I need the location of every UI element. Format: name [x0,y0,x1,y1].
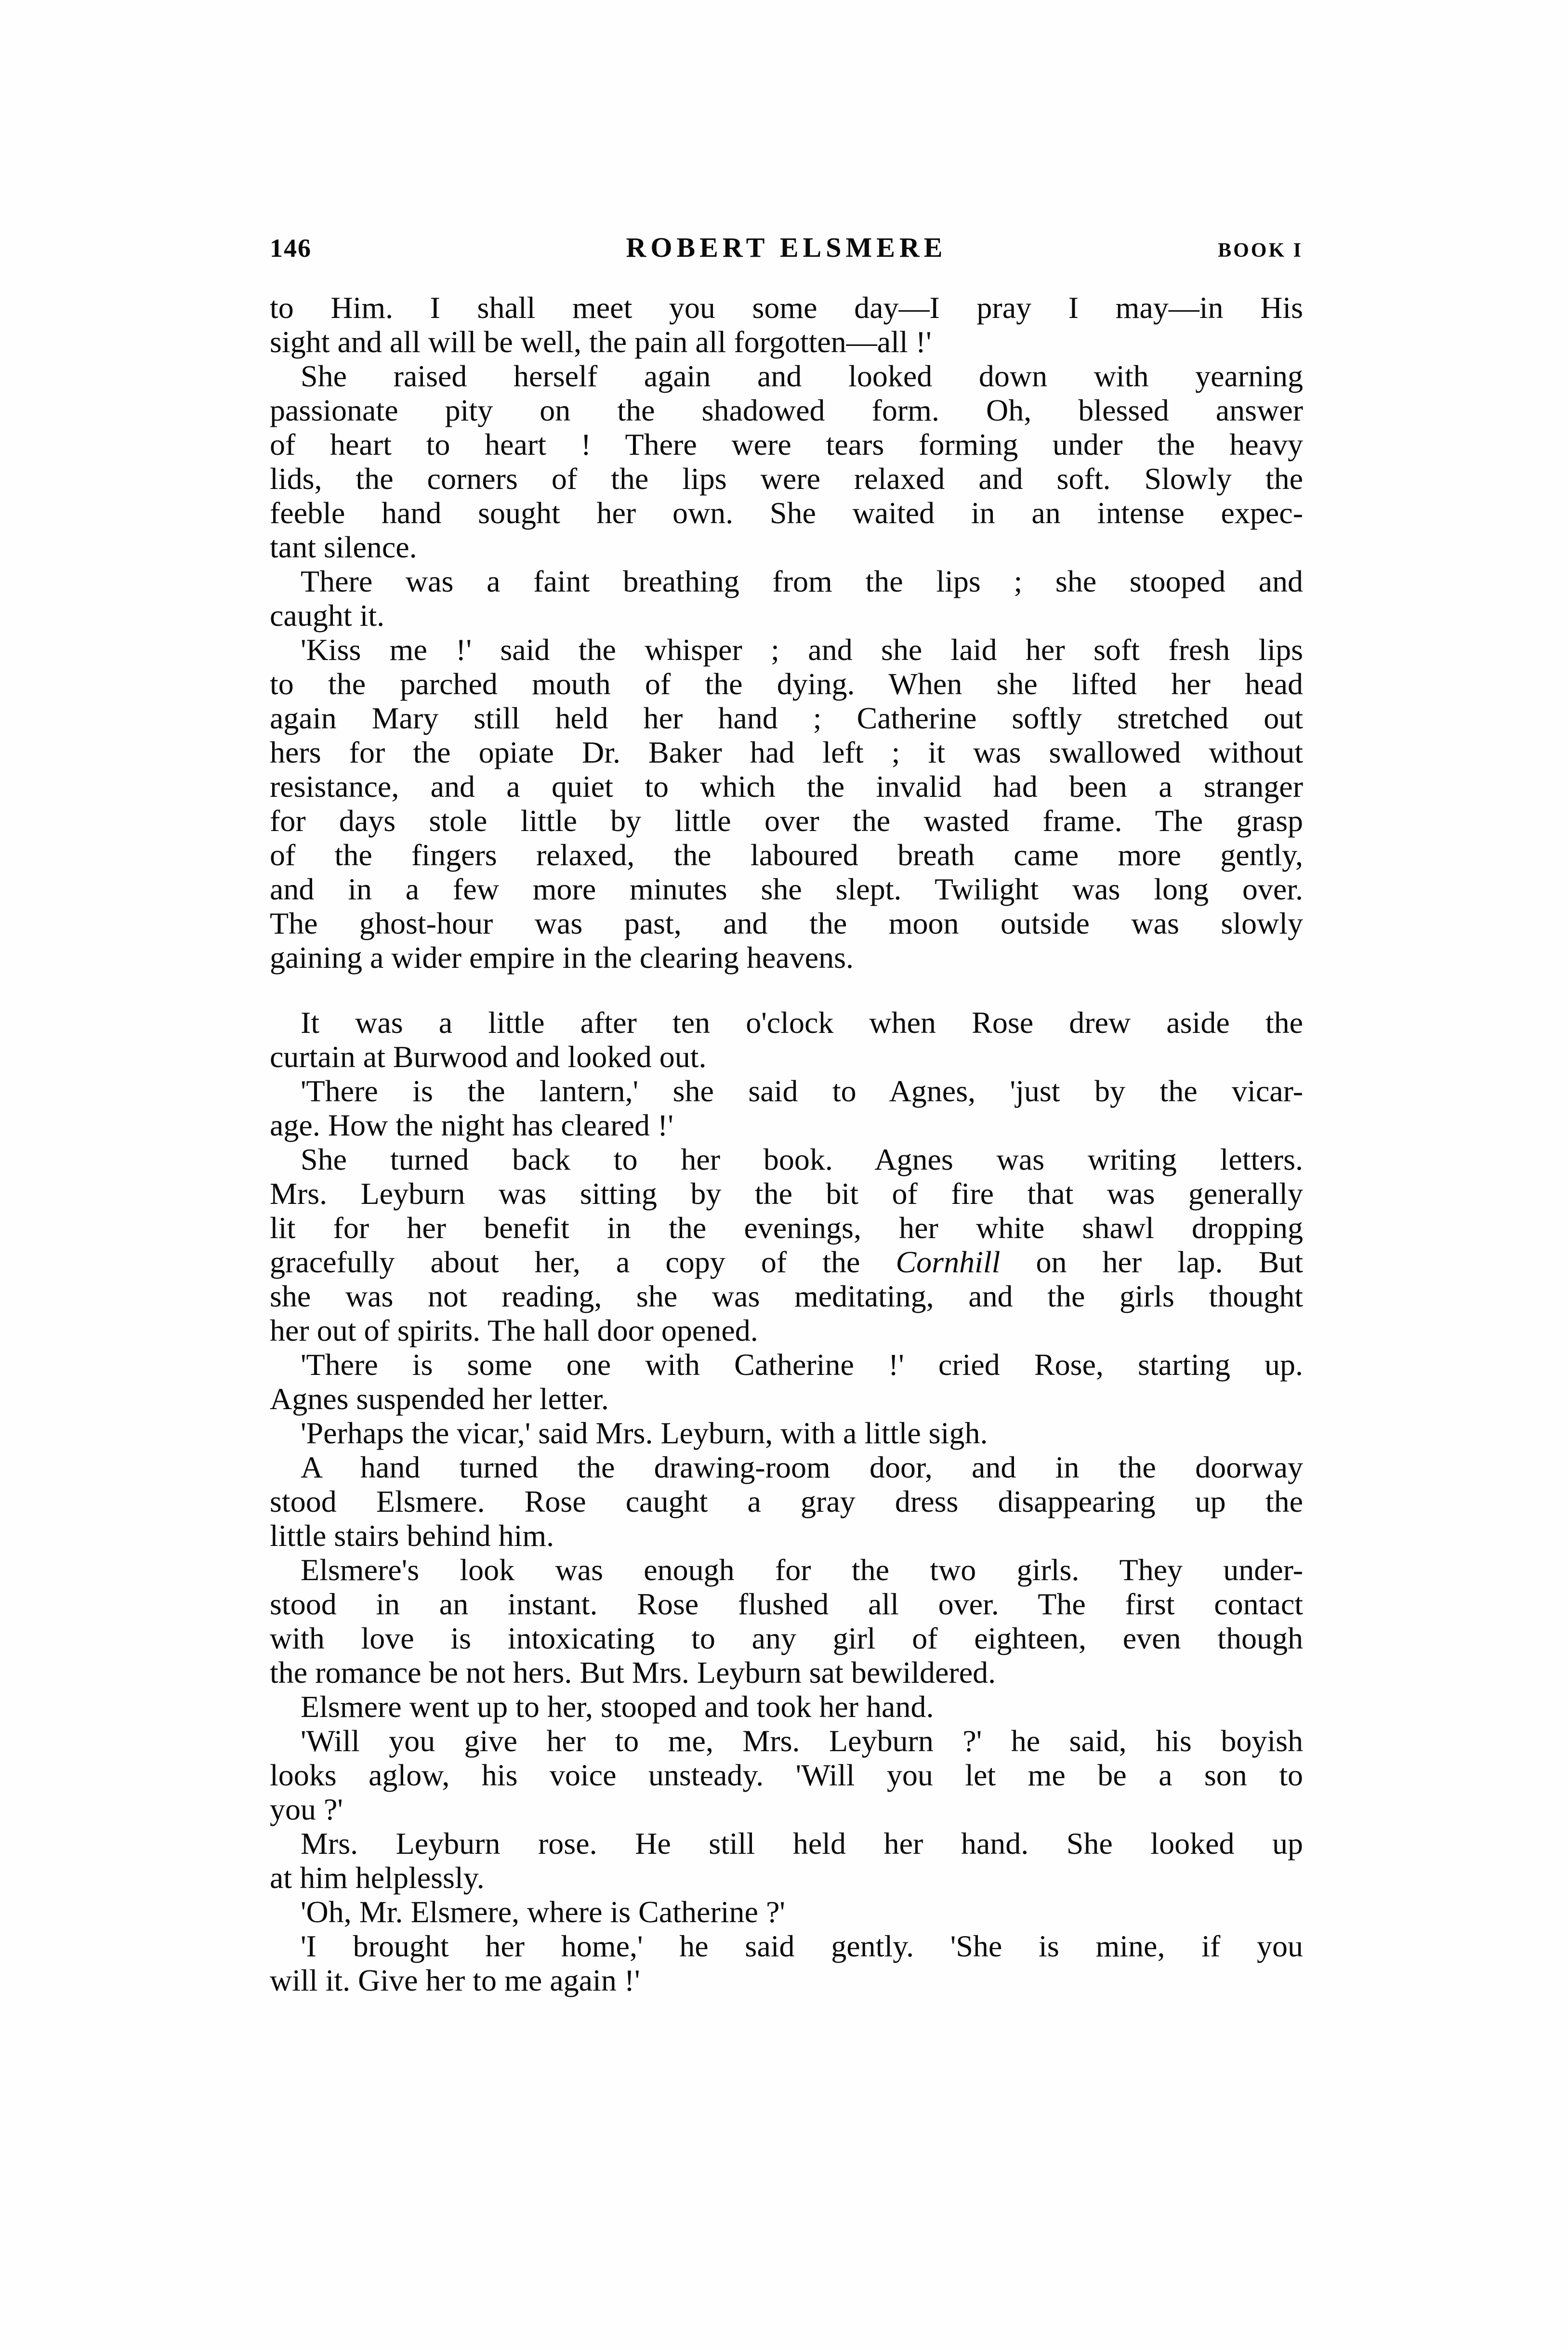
paragraph [270,1450,1303,1553]
text-line: tant silence. [270,530,417,564]
text-line: to Him. I shall meet you some day—I pray I may—in His [270,290,1303,325]
book-label: BOOK I [1218,239,1303,262]
text-line: will it. Give her to me again !' [270,1963,640,1997]
text-line: 'Kiss me !' said the whisper ; and she laid her soft fresh lips [301,633,1303,667]
text-line: for days stole little by little over the wasted frame. The grasp [270,804,1303,838]
text-line: A hand turned the drawing-room door, and in the doorway [301,1450,1303,1484]
page-body [270,290,1303,1997]
text-line: her out of spirits. The hall door opened. [270,1313,758,1347]
text-line: The ghost-hour was past, and the moon outside was slowly [270,906,1303,940]
paragraph [270,1724,1303,1826]
paragraph [270,1347,1303,1416]
paragraph [270,1895,1303,1929]
paragraph [270,1929,1303,1997]
text-line: of heart to heart ! There were tears forming under the heavy [270,427,1303,462]
paragraph [270,1142,1303,1347]
running-title: ROBERT ELSMERE [626,232,947,263]
text-line: There was a faint breathing from the lips ; she stooped and [301,564,1303,598]
text-line: 'Oh, Mr. Elsmere, where is Catherine ?' [301,1895,785,1929]
text-line: 'There is the lantern,' she said to Agnes, 'just by the vicar- [301,1074,1303,1108]
text-line: 'Perhaps the vicar,' said Mrs. Leyburn, with a little sigh. [301,1416,988,1450]
text-line: Mrs. Leyburn rose. He still held her hand. She looked up [301,1826,1303,1861]
text-line: resistance, and a quiet to which the invalid had been a stranger [270,769,1303,804]
text-line: lids, the corners of the lips were relaxed and soft. Slowly the [270,462,1303,496]
page-header [270,231,1303,264]
text-line: again Mary still held her hand ; Catherine softly stretched out [270,701,1303,735]
paragraph [270,1416,1303,1450]
text-line: looks aglow, his voice unsteady. 'Will you let me be a son to [270,1758,1303,1792]
text-line: of the fingers relaxed, the laboured breath came more gently, [270,838,1303,872]
text-line: lit for her benefit in the evenings, her white shawl dropping [270,1211,1303,1245]
text-line: Elsmere went up to her, stooped and took her hand. [301,1690,934,1724]
text-line: stood in an instant. Rose flushed all over. The first contact [270,1587,1303,1621]
paragraph [270,1690,1303,1724]
text-line: curtain at Burwood and looked out. [270,1040,707,1074]
paragraph [270,359,1303,564]
text-line: Agnes suspended her letter. [270,1382,609,1416]
text-line: you ?' [270,1792,343,1826]
text-line: stood Elsmere. Rose caught a gray dress disappearing up the [270,1484,1303,1518]
paragraph [270,633,1303,975]
text-line: She turned back to her book. Agnes was writing letters. [301,1142,1303,1176]
text-line: 'There is some one with Catherine !' cried Rose, starting up. [301,1347,1303,1382]
text-line: She raised herself again and looked down with yearning [301,359,1303,393]
text-line: Mrs. Leyburn was sitting by the bit of fire that was generally [270,1176,1303,1211]
paragraph [270,1074,1303,1142]
text-line: gracefully about her, a copy of the Cornhill on her lap. But [270,1245,1303,1279]
text-line: gaining a wider empire in the clearing heavens. [270,940,854,975]
text-line: little stairs behind him. [270,1518,554,1553]
text-line: with love is intoxicating to any girl of eighteen, even though [270,1621,1303,1655]
paragraph [270,290,1303,359]
text-line: at him helplessly. [270,1861,485,1895]
text-line: 'Will you give her to me, Mrs. Leyburn ?' he said, his boyish [301,1724,1303,1758]
text-line: sight and all will be well, the pain all forgotten—all !' [270,325,932,359]
paragraph [270,1005,1303,1074]
text-line: and in a few more minutes she slept. Twilight was long over. [270,872,1303,906]
paragraph [270,1826,1303,1895]
text-line: she was not reading, she was meditating, and the girls thought [270,1279,1303,1313]
text-line: It was a little after ten o'clock when Rose drew aside the [301,1005,1303,1040]
text-line: Elsmere's look was enough for the two girls. They under- [301,1553,1303,1587]
text-line: 'I brought her home,' he said gently. 'She is mine, if you [301,1929,1303,1963]
text-line: feeble hand sought her own. She waited in an intense expec- [270,496,1303,530]
paragraph [270,564,1303,633]
text-line: the romance be not hers. But Mrs. Leyburn sat bewildered. [270,1655,996,1690]
paragraph [270,1553,1303,1690]
page-number: 146 [270,234,312,263]
text-line: hers for the opiate Dr. Baker had left ; it was swallowed without [270,735,1303,769]
text-line: to the parched mouth of the dying. When she lifted her head [270,667,1303,701]
text-line: age. How the night has cleared !' [270,1108,673,1142]
text-line: passionate pity on the shadowed form. Oh, blessed answer [270,393,1303,427]
text-line: caught it. [270,598,385,633]
